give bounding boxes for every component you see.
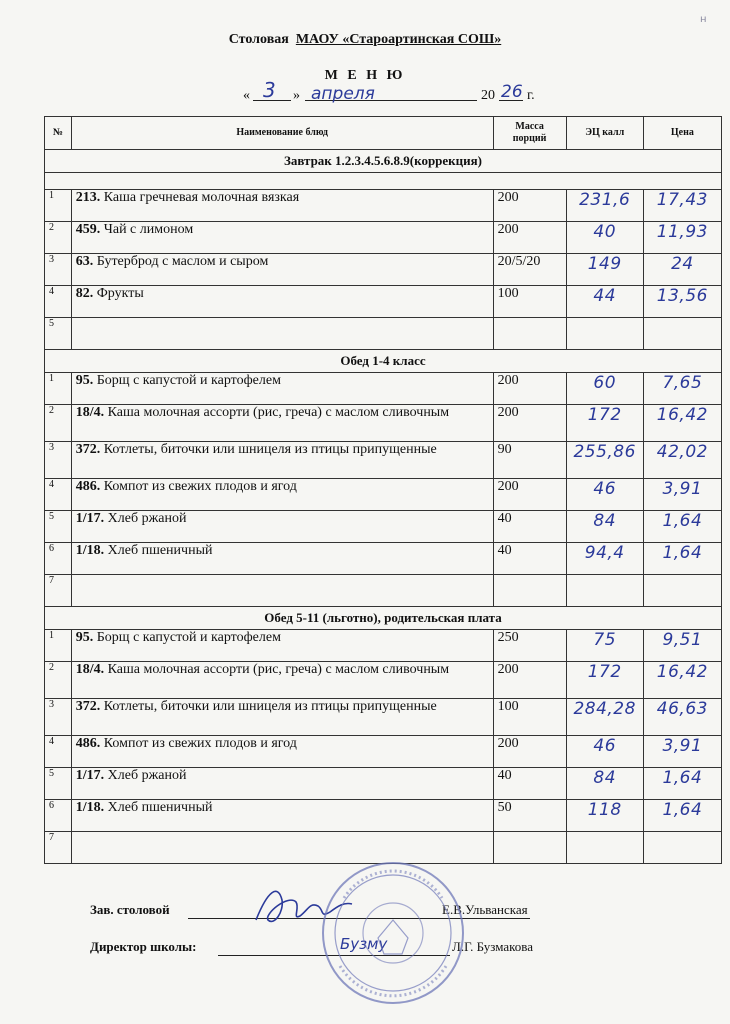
dish-price: 7,65: [643, 373, 721, 405]
row-number: 6: [45, 800, 72, 832]
dish-price: [643, 318, 721, 350]
row-number: 4: [45, 736, 72, 768]
dish-name: Каша гречневая молочная вязкая: [103, 190, 300, 205]
dish-price: 3,91: [643, 736, 721, 768]
table-row: [45, 699, 722, 736]
dish-mass: 40: [493, 543, 566, 575]
dish-cell: [71, 286, 493, 318]
dish-cell: [71, 630, 493, 662]
dish-name: Хлеб ржаной: [107, 511, 187, 526]
dish-code: 95.: [75, 373, 94, 388]
table-row: [45, 630, 722, 662]
row-number: 5: [45, 768, 72, 800]
dish-cell: [71, 768, 493, 800]
dish-price: 1,64: [643, 800, 721, 832]
dish-code: 213.: [75, 190, 101, 205]
dish-cell: [71, 662, 493, 699]
row-number: 3: [45, 254, 72, 286]
dish-code: 1/17.: [75, 768, 105, 783]
row-number: 3: [45, 442, 72, 479]
dish-mass: 250: [493, 630, 566, 662]
dish-code: 63.: [75, 254, 94, 269]
dish-name: Компот из свежих плодов и ягод: [103, 479, 297, 494]
dish-name: Каша молочная ассорти (рис, греча) с маслом сливочным: [107, 662, 450, 677]
table-row: [45, 286, 722, 318]
director-name: Л.Г. Бузмакова: [452, 939, 534, 954]
dish-kcal: 94,4: [566, 543, 643, 575]
dish-kcal: 44: [566, 286, 643, 318]
section-title: Обед 5-11 (льготно), родительская плата: [45, 607, 722, 630]
section-row: [45, 607, 722, 630]
dish-mass: 40: [493, 768, 566, 800]
dish-name: Борщ с капустой и картофелем: [96, 373, 281, 388]
dish-name: Каша молочная ассорти (рис, греча) с маслом сливочным: [107, 405, 450, 420]
dish-kcal: 84: [566, 511, 643, 543]
table-row: [45, 768, 722, 800]
dish-code: 486.: [75, 479, 101, 494]
section-row: [45, 350, 722, 373]
section-title: Завтрак 1.2.3.4.5.6.8.9(коррекция): [45, 150, 722, 173]
spacer-cell: [45, 173, 722, 190]
page-title: [0, 32, 730, 48]
table-row: [45, 511, 722, 543]
dish-name: Хлеб пшеничный: [107, 800, 213, 815]
dish-cell: [71, 699, 493, 736]
table-row: [45, 479, 722, 511]
dish-name: Хлеб пшеничный: [107, 543, 213, 558]
table-row: [45, 254, 722, 286]
dish-cell: [71, 575, 493, 607]
dish-name: Бутерброд с маслом и сыром: [96, 254, 269, 269]
dish-price: 46,63: [643, 699, 721, 736]
section-row: [45, 150, 722, 173]
dish-mass: [493, 832, 566, 864]
dish-code: 1/18.: [75, 800, 105, 815]
table-row: [45, 543, 722, 575]
dish-kcal: 60: [566, 373, 643, 405]
dish-price: 1,64: [643, 543, 721, 575]
dish-kcal: 118: [566, 800, 643, 832]
dish-mass: 200: [493, 405, 566, 442]
row-number: 1: [45, 630, 72, 662]
dish-cell: [71, 479, 493, 511]
header-name: Наименование блюд: [71, 117, 493, 150]
dish-code: 372.: [75, 699, 101, 714]
dish-mass: 200: [493, 662, 566, 699]
dish-code: 82.: [75, 286, 94, 301]
dish-name: Компот из свежих плодов и ягод: [103, 736, 297, 751]
dish-cell: [71, 736, 493, 768]
dish-mass: 200: [493, 479, 566, 511]
dish-cell: [71, 318, 493, 350]
row-number: 1: [45, 373, 72, 405]
dish-code: 18/4.: [75, 662, 105, 677]
table-row: [45, 662, 722, 699]
dish-code: 1/18.: [75, 543, 105, 558]
dish-kcal: [566, 575, 643, 607]
table-row: [45, 575, 722, 607]
table-row: [45, 442, 722, 479]
dish-price: 13,56: [643, 286, 721, 318]
dish-price: 16,42: [643, 405, 721, 442]
dish-name: Котлеты, биточки или шницеля из птицы припущенные: [103, 442, 437, 457]
dish-mass: [493, 575, 566, 607]
row-number: 5: [45, 318, 72, 350]
dish-price: 42,02: [643, 442, 721, 479]
dish-price: [643, 575, 721, 607]
header-price: Цена: [643, 117, 721, 150]
dish-mass: [493, 318, 566, 350]
dish-cell: [71, 190, 493, 222]
table-row: [45, 222, 722, 254]
dish-kcal: 284,28: [566, 699, 643, 736]
date-year-suffix: 26: [501, 82, 523, 102]
row-number: 2: [45, 405, 72, 442]
organization-name: МАОУ «Староартинская СОШ»: [295, 32, 502, 47]
dish-mass: 200: [493, 190, 566, 222]
date-line: [243, 78, 573, 106]
dish-price: 11,93: [643, 222, 721, 254]
date-close-quote: »: [293, 88, 300, 103]
director-signature: Бузму: [340, 935, 388, 953]
canteen-label: Зав. столовой: [90, 902, 170, 917]
dish-mass: 200: [493, 222, 566, 254]
director-label: Директор школы:: [90, 939, 197, 954]
spacer-row: [45, 173, 722, 190]
date-g-suffix: г.: [527, 88, 535, 103]
dish-mass: 20/5/20: [493, 254, 566, 286]
date-open-quote: «: [243, 88, 250, 103]
dish-price: 9,51: [643, 630, 721, 662]
row-number: 2: [45, 662, 72, 699]
row-number: 6: [45, 543, 72, 575]
dish-kcal: 40: [566, 222, 643, 254]
date-month: апреля: [311, 84, 375, 104]
row-number: 7: [45, 575, 72, 607]
dish-kcal: 172: [566, 405, 643, 442]
table-row: [45, 318, 722, 350]
dish-kcal: 172: [566, 662, 643, 699]
dish-kcal: 46: [566, 479, 643, 511]
dish-mass: 200: [493, 736, 566, 768]
date-day: 3: [263, 78, 276, 102]
dish-kcal: 75: [566, 630, 643, 662]
dish-kcal: 84: [566, 768, 643, 800]
row-number: 3: [45, 699, 72, 736]
dish-kcal: 149: [566, 254, 643, 286]
dish-price: 1,64: [643, 768, 721, 800]
menu-table: [44, 116, 722, 864]
table-header-row: [45, 117, 722, 150]
row-number: 5: [45, 511, 72, 543]
table-row: [45, 736, 722, 768]
dish-mass: 100: [493, 286, 566, 318]
dish-cell: [71, 254, 493, 286]
dish-name: Хлеб ржаной: [107, 768, 187, 783]
dish-kcal: 46: [566, 736, 643, 768]
dish-kcal: [566, 318, 643, 350]
dish-cell: [71, 511, 493, 543]
canteen-name: Е.В.Ульванская: [442, 902, 528, 917]
dish-price: 17,43: [643, 190, 721, 222]
menu-heading: М Е Н Ю: [324, 68, 406, 83]
header-num: №: [45, 117, 72, 150]
dish-cell: [71, 543, 493, 575]
dish-kcal: 255,86: [566, 442, 643, 479]
dish-name: Борщ с капустой и картофелем: [96, 630, 281, 645]
dish-cell: [71, 800, 493, 832]
dish-code: 486.: [75, 736, 101, 751]
dish-cell: [71, 442, 493, 479]
row-number: 4: [45, 479, 72, 511]
dish-code: 459.: [75, 222, 101, 237]
section-title: Обед 1-4 класс: [45, 350, 722, 373]
dish-code: 1/17.: [75, 511, 105, 526]
dish-kcal: 231,6: [566, 190, 643, 222]
dish-code: 372.: [75, 442, 101, 457]
header-kcal: ЭЦ калл: [566, 117, 643, 150]
dish-cell: [71, 222, 493, 254]
table-row: [45, 190, 722, 222]
table-row: [45, 373, 722, 405]
title-prefix: Столовая: [228, 32, 289, 47]
header-mass: Масса порций: [493, 117, 566, 150]
dish-mass: 40: [493, 511, 566, 543]
dish-code: 95.: [75, 630, 94, 645]
row-number: 4: [45, 286, 72, 318]
dish-cell: [71, 373, 493, 405]
table-row: [45, 405, 722, 442]
dish-name: Котлеты, биточки или шницеля из птицы припущенные: [103, 699, 437, 714]
dish-kcal: [566, 832, 643, 864]
dish-mass: 50: [493, 800, 566, 832]
table-row: [45, 800, 722, 832]
dish-mass: 200: [493, 373, 566, 405]
menu-body: [45, 150, 722, 864]
row-number: 7: [45, 832, 72, 864]
dish-name: Чай с лимоном: [103, 222, 194, 237]
dish-cell: [71, 405, 493, 442]
dish-price: 16,42: [643, 662, 721, 699]
date-year-prefix: 20: [481, 88, 495, 103]
dish-name: Фрукты: [96, 286, 144, 301]
dish-price: 3,91: [643, 479, 721, 511]
official-stamp: [318, 858, 468, 1008]
dish-mass: 100: [493, 699, 566, 736]
dish-price: [643, 832, 721, 864]
corner-mark: н: [700, 14, 707, 25]
dish-price: 1,64: [643, 511, 721, 543]
dish-price: 24: [643, 254, 721, 286]
row-number: 1: [45, 190, 72, 222]
dish-mass: 90: [493, 442, 566, 479]
dish-code: 18/4.: [75, 405, 105, 420]
row-number: 2: [45, 222, 72, 254]
